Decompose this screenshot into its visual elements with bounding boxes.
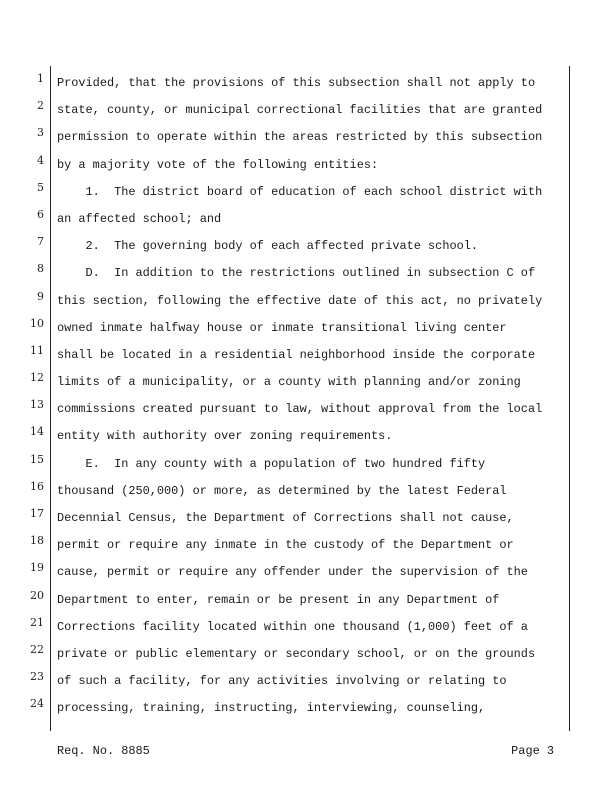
left-margin-rule [50, 66, 51, 731]
text-line: 1. The district board of education of each school district with [57, 184, 543, 199]
line-number: 14 [30, 425, 44, 439]
line-number: 2 [37, 99, 44, 113]
text-line: commissions created pursuant to law, without approval from the local [57, 402, 543, 417]
text-line: cause, permit or require any offender under the supervision of the [57, 565, 528, 580]
text-line: owned inmate halfway house or inmate transitional living center [57, 320, 507, 335]
text-line: shall be located in a residential neighborhood inside the corporate [57, 347, 536, 362]
line-number: 24 [30, 697, 44, 711]
line-number-column [20, 72, 44, 725]
line-number: 7 [37, 235, 44, 249]
request-number: Req. No. 8885 [57, 744, 150, 758]
line-number: 17 [30, 507, 44, 520]
line-number: 22 [30, 642, 44, 656]
line-number: 18 [30, 534, 44, 548]
line-number: 6 [37, 207, 44, 221]
line-number: 4 [37, 153, 44, 167]
text-line: permission to operate within the areas restricted by this subsection [57, 130, 543, 145]
text-line: by a majority vote of the following entities: [57, 157, 379, 172]
text-line: limits of a municipality, or a county with planning and/or zoning [57, 375, 521, 390]
line-number: 15 [30, 452, 44, 466]
line-number: 9 [37, 289, 44, 303]
text-line: D. In addition to the restrictions outlined in subsection C of [57, 266, 536, 281]
text-line: of such a facility, for any activities involving or relating to [57, 674, 507, 689]
text-line: private or public elementary or secondary school, or on the grounds [57, 646, 536, 661]
text-line: an affected school; and [57, 211, 222, 226]
text-line: state, county, or municipal correctional facilities that are granted [57, 103, 543, 118]
line-number: 5 [37, 180, 44, 194]
line-number: 21 [30, 615, 44, 629]
line-number: 8 [37, 262, 44, 276]
line-number: 19 [30, 561, 44, 575]
line-number: 23 [30, 670, 44, 684]
page-number: Page 3 [511, 744, 554, 758]
line-number: 20 [30, 588, 44, 602]
line-number: 16 [30, 479, 44, 493]
right-margin-rule [569, 66, 570, 731]
text-line: 2. The governing body of each affected private school. [57, 239, 478, 254]
text-line: processing, training, instructing, interviewing, counseling, [57, 701, 486, 716]
line-number: 3 [37, 126, 44, 140]
line-number: 10 [30, 316, 44, 330]
line-number: 13 [30, 398, 44, 412]
line-number: 12 [30, 371, 44, 385]
text-line: permit or require any inmate in the custody of the Department or [57, 538, 514, 553]
text-line: E. In any county with a population of two hundred fifty [57, 456, 486, 471]
bill-text-body [57, 76, 565, 729]
text-line: Corrections facility located within one thousand (1,000) feet of a [57, 619, 528, 634]
text-line: Decennial Census, the Department of Corrections shall not cause, [57, 511, 514, 525]
text-line: Department to enter, remain or be present in any Department of [57, 592, 500, 607]
text-line: thousand (250,000) or more, as determined by the latest Federal [57, 483, 507, 498]
line-number: 1 [37, 72, 44, 85]
line-number: 11 [30, 343, 44, 357]
text-line: Provided, that the provisions of this subsection shall not apply to [57, 76, 536, 90]
text-line: entity with authority over zoning requirements. [57, 429, 393, 444]
text-line: this section, following the effective date of this act, no privately [57, 293, 543, 308]
